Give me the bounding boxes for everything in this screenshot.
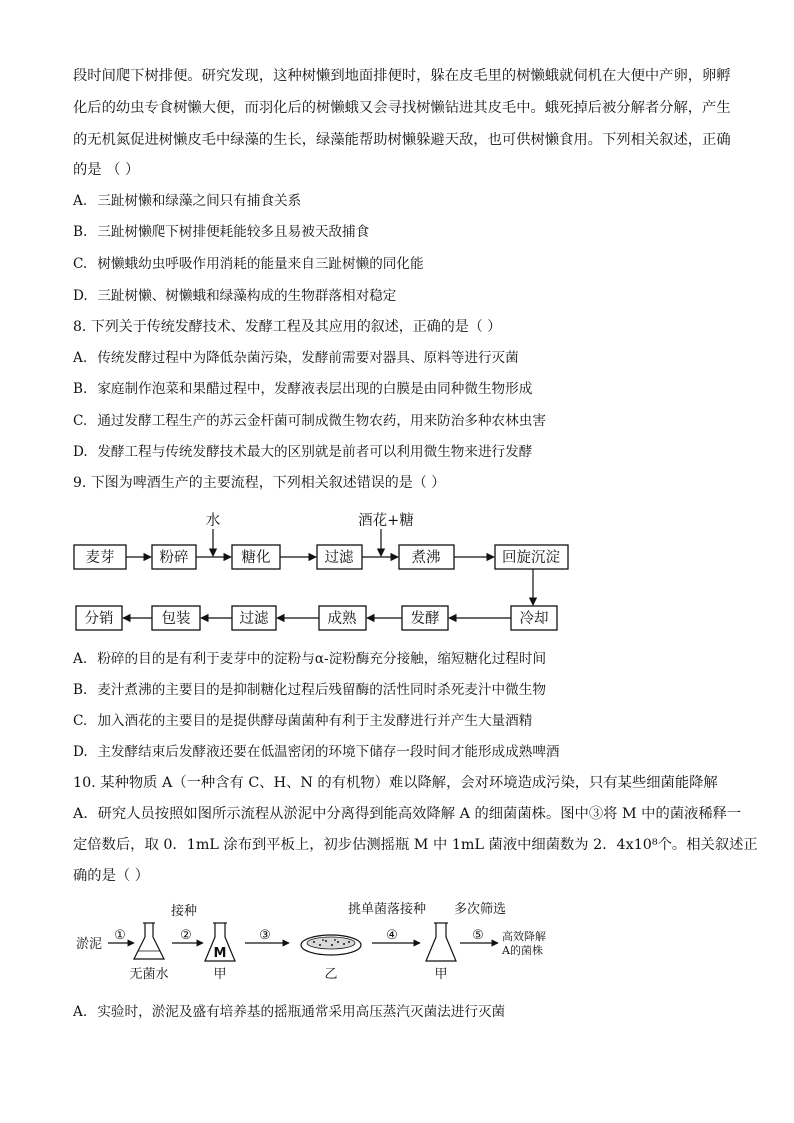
- bacteria-isolation-diagram: [0, 895, 794, 990]
- flask-3: [426, 923, 456, 961]
- flow-label-boil: 煮沸: [411, 550, 441, 566]
- label-inoculate: 接种: [170, 904, 198, 919]
- q7-option-c: C. 树懒蛾幼虫呼吸作用消耗的能量来自三趾树懒的同化能: [73, 256, 424, 272]
- step-4: ④: [386, 928, 398, 943]
- passage-line-3: 的无机氮促进树懒皮毛中绿藻的生长，绿藻能帮助树懒躲避天敌，也可供树懒食用。下列相关叙述，正确: [73, 132, 731, 148]
- flow-input-hops: 酒花+糖: [358, 513, 414, 529]
- flow-label-ferment: 发酵: [410, 611, 440, 627]
- q10-option-a: A. 实验时，淤泥及盛有培养基的摇瓶通常采用高压蒸汽灭菌法进行灭菌: [73, 1004, 506, 1020]
- plate-label: 乙: [324, 967, 338, 982]
- flow-label-whirlpool: 回旋沉淀: [502, 550, 560, 566]
- q10-stem-line-2: A．研究人员按照如图所示流程从淤泥中分离得到能高效降解 A 的细菌菌株。图中③将 M 中的菌液稀释一: [73, 806, 742, 822]
- q8-option-c: C. 通过发酵工程生产的苏云金杆菌可制成微生物农药，用来防治多种农林虫害: [73, 413, 546, 429]
- step-2: ②: [180, 928, 192, 943]
- q9-option-b: B. 麦汁煮沸的主要目的是抑制糖化过程后残留酶的活性同时杀死麦汁中微生物: [73, 682, 546, 698]
- q8-option-b: B. 家庭制作泡菜和果醋过程中，发酵液表层出现的白膜是由同种微生物形成: [73, 381, 533, 397]
- flow-label-saccharify: 糖化: [241, 550, 271, 566]
- flow-input-water: 水: [205, 513, 221, 529]
- q9-stem: 9. 下图为啤酒生产的主要流程，下列相关叙述错误的是（ ）: [73, 475, 446, 491]
- flask-1-label: 无菌水: [129, 967, 169, 982]
- q9-option-a: A. 粉碎的目的是有利于麦芽中的淀粉与α-淀粉酶充分接触，缩短糖化过程时间: [73, 651, 547, 667]
- flow-label-malt: 麦芽: [85, 550, 115, 566]
- flask-sterile-water: [134, 923, 164, 959]
- petri-plate: [301, 935, 361, 955]
- label-pick-colony: 挑单菌落接种: [347, 902, 427, 917]
- passage-line-4: 的是 （ ）: [73, 162, 140, 178]
- flask-3-label: 甲: [434, 967, 448, 982]
- flow-label-package: 包装: [161, 611, 191, 627]
- q8-option-a: A. 传统发酵过程中为降低杂菌污染，发酵前需要对器具、原料等进行灭菌: [73, 350, 519, 366]
- result-line-2: A的菌株: [502, 944, 543, 957]
- flow-label-filter2: 过滤: [239, 611, 269, 627]
- q10-stem-line-3: 定倍数后，取 0．1mL 涂布到平板上，初步估测摇瓶 M 中 1mL 菌液中细菌数为 2．4x10⁸个。相关叙述正: [73, 837, 758, 853]
- flow-label-cool: 冷却: [519, 611, 549, 627]
- q7-option-d: D. 三趾树懒、树懒蛾和绿藻构成的生物群落相对稳定: [73, 288, 397, 304]
- q7-option-a: A. 三趾树懒和绿藻之间只有捕食关系: [73, 193, 302, 209]
- passage-line-2: 化后的幼虫专食树懒大便，而羽化后的树懒蛾又会寻找树懒钻进其皮毛中。蛾死掉后被分解者分解，产生: [73, 100, 731, 116]
- flask-2-label: 甲: [213, 967, 227, 982]
- step-1: ①: [114, 928, 126, 943]
- flow-label-crush: 粉碎: [159, 550, 189, 566]
- beer-flow-diagram: [0, 505, 794, 640]
- q10-stem-line-1: 10. 某种物质 A（一种含有 C、H、N 的有机物）难以降解，会对环境造成污染，只有某些细菌能降解: [73, 775, 718, 791]
- q8-stem: 8. 下列关于传统发酵技术、发酵工程及其应用的叙述，正确的是（ ）: [73, 319, 502, 335]
- q9-option-d: D. 主发酵结束后发酵液还要在低温密闭的环境下储存一段时间才能形成成熟啤酒: [73, 744, 560, 760]
- flow-label-mature: 成熟: [327, 611, 357, 627]
- step-3: ③: [259, 928, 271, 943]
- q8-option-d: D. 发酵工程与传统发酵技术最大的区别就是前者可以利用微生物来进行发酵: [73, 444, 533, 460]
- q7-option-b: B. 三趾树懒爬下树排便耗能较多且易被天敌捕食: [73, 224, 370, 240]
- sludge-label: 淤泥: [76, 937, 103, 952]
- flow-label-distribute: 分销: [84, 611, 114, 627]
- result-line-1: 高效降解: [502, 930, 546, 943]
- passage-line-1: 段时间爬下树排便。研究发现，这种树懒到地面排便时，躲在皮毛里的树懒蛾就伺机在大便中产卵，卵孵: [73, 68, 731, 84]
- label-screen: 多次筛选: [453, 902, 507, 917]
- q10-stem-line-4: 确的是（ ）: [73, 868, 150, 884]
- q9-option-c: C. 加入酒花的主要目的是提供酵母菌菌种有利于主发酵进行并产生大量酒精: [73, 713, 533, 729]
- flask-m-mark: M: [213, 946, 227, 961]
- step-5: ⑤: [472, 928, 484, 943]
- flow-label-filter1: 过滤: [324, 550, 354, 566]
